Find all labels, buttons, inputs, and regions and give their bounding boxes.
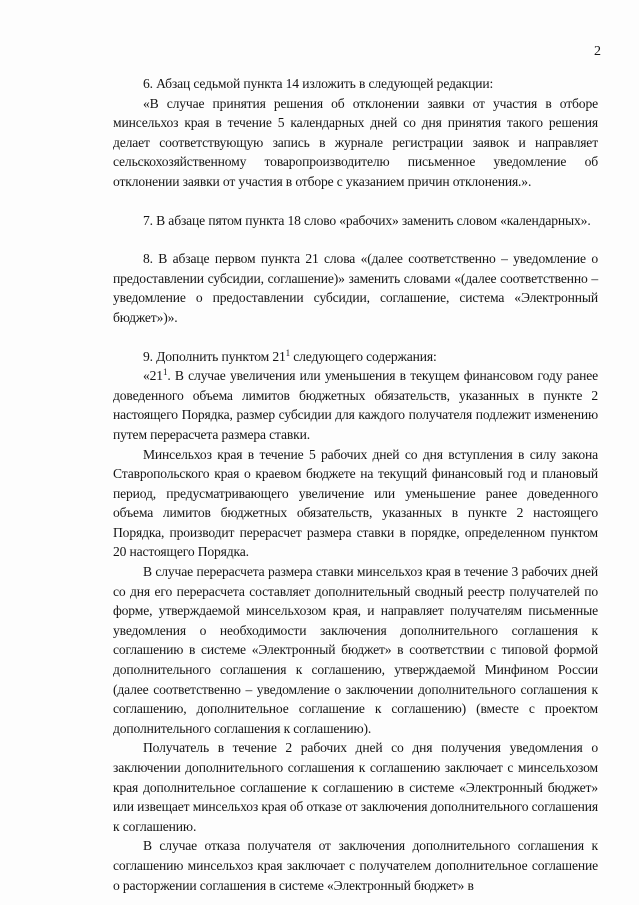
document-body (113, 74, 598, 895)
paragraph-item-9 (113, 347, 598, 367)
page-number: 2 (594, 44, 601, 59)
paragraph-text: . В случае увеличения или уменьшения в текущем финансовом году ранее доведенного объема лимитов бюджетных обязательств, указанных в пункте 2 настоящего Порядка, размер субсидии для каждого получателя подлежит изменению путем перерасчета размера ставки. (113, 368, 598, 442)
paragraph-item-7: 7. В абзаце пятом пункта 18 слово «рабочих» заменить словом «календарных». (143, 212, 591, 228)
paragraph-notification: В случае перерасчета размера ставки минсельхоз края в течение 3 рабочих дней со дня его перерасчета составляет дополнительный сводный реестр получателей по форме, утверждаемой минсельхозом края, и направляет получателям письменные уведомления о необходимости заключения дополнительного соглашения к соглашению в системе «Электронный бюджет» в соответствии с типовой формой дополнительного соглашения к соглашению, утверждаемой Минфином России (далее соответственно – уведомление о заключении дополнительного соглашения к соглашению, дополнительное соглашение к соглашению) (вместе с проектом дополнительного соглашения к соглашению). (113, 564, 598, 736)
paragraph-recipient: Получатель в течение 2 рабочих дней со дня получения уведомления о заключении дополнительного соглашения к соглашению заключает с минсельхозом края дополнительное соглашение к соглашению в системе «Электронный бюджет» или извещает минсельхоз края об отказе от заключения дополнительного соглашения к соглашению. (113, 740, 598, 834)
paragraph-item-6-quote: «В случае принятия решения об отклонении заявки от участия в отборе минсельхоз края в течение 5 календарных дней со дня принятия такого решения делает соответствующую запись в журнале регистрации заявок и направляет сельскохозяйственному товаропроизводителю письменное уведомление об отклонении заявки от участия в отборе с указанием причин отклонения.». (113, 95, 598, 189)
superscript: 1 (162, 367, 168, 378)
paragraph-item-8: 8. В абзаце первом пункта 21 слова «(далее соответственно – уведомление о предоставлении субсидии, соглашение)» заменить словами «(далее соответственно – уведомление о предоставлении субсидии, соглашение, система «Электронный бюджет»)». (113, 251, 598, 325)
paragraph-text: следующего содержания: (290, 348, 437, 364)
paragraph-item-6: 6. Абзац седьмой пункта 14 изложить в следующей редакции: (143, 76, 494, 91)
paragraph-text: «21 (143, 368, 163, 384)
paragraph-text: 9. Дополнить пунктом 21 (143, 348, 286, 364)
paragraph-refusal: В случае отказа получателя от заключения дополнительного соглашения к соглашению минсельхоз края заключает с получателем дополнительное соглашение о расторжении соглашения в системе «Электронный бюджет» в (113, 838, 598, 893)
paragraph-21-1-intro (113, 366, 598, 444)
superscript: 1 (285, 347, 291, 358)
paragraph-recalculation: Минсельхоз края в течение 5 рабочих дней со дня вступления в силу закона Ставропольского края о краевом бюджете на текущий финансовый год и плановый период, предусматривающего увеличение или уменьшение ранее доведенного объема лимитов бюджетных обязательств, указанных в пункте 2 настоящего Порядка, производит перерасчет размера ставки в порядке, определенном пунктом 20 настоящего Порядка. (113, 446, 598, 560)
